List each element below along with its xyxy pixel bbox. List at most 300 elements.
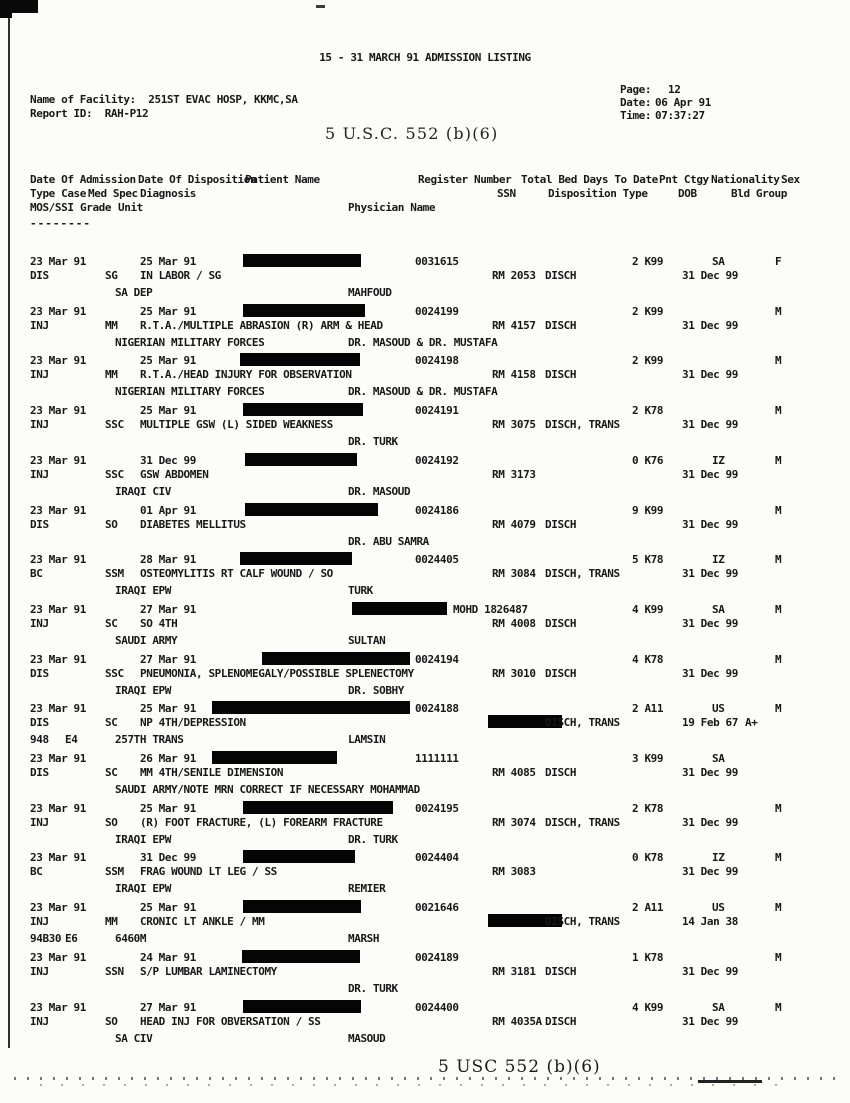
nationality-value: SA (712, 1000, 725, 1014)
type-case-value: BC (30, 567, 43, 581)
diagnosis-value: MULTIPLE GSW (L) SIDED WEAKNESS (140, 418, 333, 432)
disposition-date: 28 Mar 91 (140, 553, 197, 567)
register-number: 0024192 (415, 453, 459, 467)
unit-value: IRAQI EPW (115, 882, 172, 896)
record-line-main (0, 702, 850, 715)
record-line-unit (0, 1032, 850, 1045)
dob-value: 31 Dec 99 (682, 318, 739, 332)
column-header-row-1 (0, 173, 850, 186)
disposition-type-value: DISCH (545, 269, 577, 282)
facility-value: 251ST EVAC HOSP, KKMC,SA (148, 93, 298, 106)
type-case-value: INJ (30, 467, 49, 481)
med-spec-value: SSC (105, 467, 124, 481)
record-line-detail (0, 766, 850, 779)
physician-name-value: DR. TURK (348, 435, 398, 449)
record-line-detail (0, 816, 850, 829)
bed-days-pnt-ctgy: 4 K99 (632, 602, 664, 616)
med-spec-value: SSM (105, 865, 124, 879)
disposition-date: 25 Mar 91 (140, 404, 197, 418)
unit-value: IRAQI EPW (115, 683, 172, 697)
diagnosis-value: NP 4TH/DEPRESSION (140, 716, 246, 730)
record-line-detail (0, 716, 850, 729)
physician-name-value: REMIER (348, 882, 386, 896)
date-value: 06 Apr 91 (655, 96, 712, 109)
bed-days-pnt-ctgy: 2 K78 (632, 801, 664, 815)
redaction-box-name (243, 801, 393, 814)
diagnosis-value: MM 4TH/SENILE DIMENSION (140, 766, 284, 779)
unit-value: IRAQI EPW (115, 584, 172, 598)
record-line-detail (0, 269, 850, 282)
record-line-detail (0, 319, 850, 332)
register-number: 0024404 (415, 851, 459, 865)
unit-value: SAUDI ARMY (115, 633, 178, 647)
disposition-date: 26 Mar 91 (140, 752, 197, 765)
record-line-unit (0, 932, 850, 945)
med-spec-value: SSM (105, 567, 124, 581)
sex-value: M (775, 901, 782, 915)
sex-value: M (775, 354, 782, 368)
scan-artifact-bottom-noise-2 (40, 1084, 790, 1086)
register-number: 0024191 (415, 404, 459, 418)
record-line-detail (0, 915, 850, 928)
room-number-value: RM 4158 (492, 368, 536, 382)
type-case-value: INJ (30, 616, 49, 630)
unit-value: SAUDI ARMY/NOTE MRN CORRECT IF NECESSARY MOHAMMAD (115, 783, 420, 796)
sex-value: M (775, 453, 782, 467)
nationality-value: US (712, 702, 725, 716)
dob-value: 31 Dec 99 (682, 865, 739, 879)
type-case-value: DIS (30, 666, 49, 680)
admission-date: 23 Mar 91 (30, 901, 87, 915)
col-mos-ssi: MOS/SSI (30, 201, 74, 214)
disposition-date: 24 Mar 91 (140, 950, 197, 964)
header-separator: -------- (30, 217, 91, 230)
med-spec-value: SC (105, 716, 118, 730)
diagnosis-value: FRAG WOUND LT LEG / SS (140, 865, 277, 879)
col-disposition-type: Disposition Type (548, 187, 648, 200)
disposition-type-value: DISCH (545, 766, 577, 779)
med-spec-value: MM (105, 915, 118, 929)
bed-days-pnt-ctgy: 2 K78 (632, 404, 664, 418)
disposition-date: 27 Mar 91 (140, 652, 197, 666)
redaction-box-name (243, 304, 365, 317)
column-header-row-2 (0, 187, 850, 200)
admission-date: 23 Mar 91 (30, 255, 87, 268)
diagnosis-value: DIABETES MELLITUS (140, 517, 246, 531)
record-line-detail (0, 418, 850, 431)
redaction-box-name (243, 900, 361, 913)
register-number: 0024189 (415, 950, 459, 964)
time-value: 07:37:27 (655, 109, 705, 122)
table-row (0, 901, 850, 951)
bed-days-pnt-ctgy: 9 K99 (632, 503, 664, 517)
register-number: 0024198 (415, 354, 459, 368)
table-row (0, 454, 850, 504)
dob-value: 31 Dec 99 (682, 467, 739, 481)
record-line-main (0, 1001, 850, 1014)
records-list (0, 255, 850, 1055)
type-case-value: INJ (30, 1014, 49, 1028)
type-case-value: INJ (30, 368, 49, 382)
record-line-main (0, 255, 850, 268)
sex-value: F (775, 255, 782, 268)
register-number: 0024188 (415, 702, 459, 716)
room-number-value: RM 2053 (492, 269, 536, 282)
redaction-box-name (352, 602, 447, 615)
bed-days-pnt-ctgy: 2 K99 (632, 354, 664, 368)
physician-name-value: DR. MASOUD & DR. MUSTAFA (348, 385, 498, 399)
physician-name-value: DR. SOBHY (348, 683, 405, 697)
disposition-type-value: DISCH (545, 666, 577, 680)
col-grade: Grade (80, 201, 112, 214)
sex-value: M (775, 602, 782, 616)
record-line-main (0, 851, 850, 864)
diagnosis-value: GSW ABDOMEN (140, 467, 209, 481)
physician-name-value: MARSH (348, 932, 380, 946)
record-line-detail (0, 368, 850, 381)
bed-days-pnt-ctgy: 4 K99 (632, 1000, 664, 1014)
physician-name-value: DR. ABU SAMRA (348, 534, 429, 548)
med-spec-value: SG (105, 269, 118, 282)
date-label: Date: (620, 96, 652, 109)
disposition-date: 25 Mar 91 (140, 304, 197, 318)
register-number: 0021646 (415, 901, 459, 915)
record-line-unit (0, 684, 850, 697)
redaction-box-name (243, 850, 355, 863)
physician-name-value: DR. MASOUD (348, 484, 411, 498)
redaction-box-name (243, 254, 361, 267)
foia-exemption-stamp-bottom: 5 USC 552 (b)(6) (438, 1057, 601, 1077)
admission-date: 23 Mar 91 (30, 304, 87, 318)
dob-value: 31 Dec 99 (682, 567, 739, 581)
dob-value: 31 Dec 99 (682, 616, 739, 630)
record-line-unit (0, 882, 850, 895)
dob-value: 31 Dec 99 (682, 1014, 739, 1028)
physician-name-value: DR. TURK (348, 981, 398, 995)
disposition-date: 25 Mar 91 (140, 702, 197, 716)
table-row (0, 354, 850, 404)
redaction-box-name (243, 403, 363, 416)
diagnosis-value: R.T.A./HEAD INJURY FOR OBSERVATION (140, 368, 352, 382)
record-line-main (0, 951, 850, 964)
record-line-unit (0, 783, 850, 796)
report-title: 15 - 31 MARCH 91 ADMISSION LISTING (319, 51, 531, 64)
page-label: Page: (620, 83, 652, 96)
record-line-unit (0, 634, 850, 647)
record-line-unit (0, 435, 850, 448)
register-number: 0024405 (415, 553, 459, 567)
record-line-main (0, 603, 850, 616)
disposition-type-value: DISCH, TRANS (545, 815, 620, 829)
disposition-type-value: DISCH, TRANS (545, 418, 620, 432)
record-line-unit (0, 833, 850, 846)
room-number-value: RM 3083 (492, 865, 536, 879)
type-case-value: INJ (30, 418, 49, 432)
grade-value: E4 (65, 733, 78, 747)
admission-date: 23 Mar 91 (30, 752, 87, 765)
table-row (0, 305, 850, 355)
physician-name-value: MASOUD (348, 1031, 386, 1045)
table-row (0, 802, 850, 852)
register-number: 0024400 (415, 1000, 459, 1014)
room-number-value: RM 3010 (492, 666, 536, 680)
admission-date: 23 Mar 91 (30, 801, 87, 815)
scan-artifact-corner-small (0, 13, 12, 18)
bed-days-pnt-ctgy: 2 A11 (632, 901, 664, 915)
bed-days-pnt-ctgy: 2 K99 (632, 304, 664, 318)
bed-days-pnt-ctgy: 0 K76 (632, 453, 664, 467)
table-row (0, 404, 850, 454)
disposition-date: 25 Mar 91 (140, 255, 197, 268)
disposition-date: 31 Dec 99 (140, 851, 197, 865)
room-number-value: RM 4157 (492, 318, 536, 332)
disposition-date: 01 Apr 91 (140, 503, 197, 517)
dob-value: 31 Dec 99 (682, 368, 739, 382)
record-line-detail (0, 965, 850, 978)
room-number-value: RM 4035A (492, 1014, 542, 1028)
type-case-value: DIS (30, 716, 49, 730)
diagnosis-value: CRONIC LT ANKLE / MM (140, 915, 265, 929)
table-row (0, 553, 850, 603)
disposition-date: 27 Mar 91 (140, 602, 197, 616)
disposition-type-value: DISCH, TRANS (545, 915, 620, 929)
report-id-label: Report ID: (30, 107, 93, 120)
type-case-value: INJ (30, 964, 49, 978)
sex-value: M (775, 652, 782, 666)
diagnosis-value: R.T.A./MULTIPLE ABRASION (R) ARM & HEAD (140, 318, 383, 332)
sex-value: M (775, 503, 782, 517)
bed-days-pnt-ctgy: 1 K78 (632, 950, 664, 964)
room-number-value: RM 4008 (492, 616, 536, 630)
admission-date: 23 Mar 91 (30, 404, 87, 418)
mos-ssi-value: 94B30 (30, 932, 62, 946)
record-line-unit (0, 336, 850, 349)
bed-days-pnt-ctgy: 2 A11 (632, 702, 664, 716)
register-number: 0024186 (415, 503, 459, 517)
record-line-main (0, 901, 850, 914)
table-row (0, 851, 850, 901)
register-number: 0024195 (415, 801, 459, 815)
disposition-type-value: DISCH (545, 1014, 577, 1028)
page-number: 12 (668, 83, 681, 96)
nationality-value: SA (712, 602, 725, 616)
med-spec-value: MM (105, 318, 118, 332)
physician-name-value: DR. TURK (348, 832, 398, 846)
record-line-detail (0, 567, 850, 580)
sex-value: M (775, 851, 782, 865)
col-disposition-date: Date Of Disposition (138, 173, 257, 186)
bed-days-pnt-ctgy: 4 K78 (632, 652, 664, 666)
table-row (0, 653, 850, 703)
admission-date: 23 Mar 91 (30, 702, 87, 716)
col-admission-date: Date Of Admission (30, 173, 136, 186)
redaction-box-name (245, 453, 357, 466)
record-line-unit (0, 286, 850, 299)
patient-name-suffix: MOHD 1826487 (453, 602, 528, 616)
diagnosis-value: (R) FOOT FRACTURE, (L) FOREARM FRACTURE (140, 815, 383, 829)
scan-artifact-top-speck (316, 5, 325, 8)
physician-name-value: MAHFOUD (348, 286, 392, 299)
med-spec-value: SC (105, 766, 118, 779)
admission-date: 23 Mar 91 (30, 503, 87, 517)
record-line-detail (0, 468, 850, 481)
table-row (0, 752, 850, 802)
room-number-value: RM 3084 (492, 567, 536, 581)
col-type-case: Type Case (30, 187, 87, 200)
dob-value: 31 Dec 99 (682, 766, 739, 779)
bed-days-pnt-ctgy: 5 K78 (632, 553, 664, 567)
col-bld-group: Bld Group (731, 187, 788, 200)
dob-value: 31 Dec 99 (682, 517, 739, 531)
diagnosis-value: OSTEOMYLITIS RT CALF WOUND / SO (140, 567, 333, 581)
table-row (0, 1001, 850, 1051)
sex-value: M (775, 702, 782, 716)
admission-date: 23 Mar 91 (30, 602, 87, 616)
disposition-type-value: DISCH (545, 318, 577, 332)
record-line-main (0, 504, 850, 517)
register-number: 0024199 (415, 304, 459, 318)
med-spec-value: SO (105, 517, 118, 531)
unit-value: IRAQI EPW (115, 832, 172, 846)
sex-value: M (775, 304, 782, 318)
med-spec-value: MM (105, 368, 118, 382)
nationality-value: IZ (712, 851, 725, 865)
disposition-type-value: DISCH (545, 616, 577, 630)
admission-date: 23 Mar 91 (30, 453, 87, 467)
register-number: 1111111 (415, 752, 459, 765)
dob-value: 14 Jan 38 (682, 915, 739, 929)
med-spec-value: SSC (105, 666, 124, 680)
record-line-main (0, 802, 850, 815)
record-line-unit (0, 733, 850, 746)
unit-value: SA CIV (115, 1031, 153, 1045)
med-spec-value: SO (105, 1014, 118, 1028)
unit-value: IRAQI CIV (115, 484, 172, 498)
sex-value: M (775, 404, 782, 418)
disposition-type-value: DISCH, TRANS (545, 716, 620, 730)
col-register-number: Register Number (418, 173, 512, 186)
disposition-date: 25 Mar 91 (140, 901, 197, 915)
record-line-unit (0, 385, 850, 398)
redaction-box-name (212, 701, 410, 714)
diagnosis-value: S/P LUMBAR LAMINECTOMY (140, 964, 277, 978)
col-patient-name: Patient Name (245, 173, 320, 186)
diagnosis-value: IN LABOR / SG (140, 269, 221, 282)
unit-value: SA DEP (115, 286, 153, 299)
dob-value: 31 Dec 99 (682, 418, 739, 432)
room-number-value: RM 3181 (492, 964, 536, 978)
record-line-detail (0, 865, 850, 878)
nationality-value: US (712, 901, 725, 915)
type-case-value: DIS (30, 766, 49, 779)
record-line-unit (0, 584, 850, 597)
column-header-row-3 (0, 201, 850, 214)
unit-value: 257TH TRANS (115, 733, 184, 747)
type-case-value: BC (30, 865, 43, 879)
redaction-box-name (240, 353, 360, 366)
disposition-type-value: DISCH (545, 368, 577, 382)
record-line-main (0, 653, 850, 666)
room-number-value: RM 4085 (492, 766, 536, 779)
record-line-main (0, 305, 850, 318)
unit-value: NIGERIAN MILITARY FORCES (115, 335, 265, 349)
type-case-value: INJ (30, 318, 49, 332)
scan-artifact-bottom-dash (698, 1080, 762, 1083)
redaction-box-name (212, 751, 337, 764)
col-pnt-ctgy: Pnt Ctgy (659, 173, 709, 186)
redaction-box-name (243, 1000, 361, 1013)
col-nationality: Nationality (711, 173, 780, 186)
redaction-box-name (262, 652, 410, 665)
disposition-date: 25 Mar 91 (140, 354, 197, 368)
table-row (0, 951, 850, 1001)
type-case-value: INJ (30, 915, 49, 929)
disposition-type-value: DISCH (545, 517, 577, 531)
admission-date: 23 Mar 91 (30, 652, 87, 666)
med-spec-value: SC (105, 616, 118, 630)
table-row (0, 504, 850, 554)
record-line-detail (0, 518, 850, 531)
redaction-box-name (240, 552, 352, 565)
disposition-date: 25 Mar 91 (140, 801, 197, 815)
col-med-spec: Med Spec (88, 187, 138, 200)
report-id-line (30, 107, 148, 120)
disposition-type-value: DISCH (545, 964, 577, 978)
nationality-value: IZ (712, 553, 725, 567)
room-number-value: RM 3074 (492, 815, 536, 829)
register-number: 0031615 (415, 255, 459, 268)
nationality-value: SA (712, 255, 725, 268)
facility-label: Name of Facility: (30, 93, 136, 106)
sex-value: M (775, 553, 782, 567)
facility-line (30, 93, 298, 106)
sex-value: M (775, 801, 782, 815)
table-row (0, 255, 850, 305)
physician-name-value: SULTAN (348, 633, 386, 647)
room-number-value: RM 3075 (492, 418, 536, 432)
record-line-main (0, 404, 850, 417)
table-row (0, 603, 850, 653)
col-ssn: SSN (497, 187, 516, 200)
room-number-value: RM 3173 (492, 467, 536, 481)
admission-date: 23 Mar 91 (30, 553, 87, 567)
time-label: Time: (620, 109, 652, 122)
record-line-main (0, 354, 850, 367)
admission-date: 23 Mar 91 (30, 851, 87, 865)
med-spec-value: SO (105, 815, 118, 829)
admission-date: 23 Mar 91 (30, 1000, 87, 1014)
col-unit: Unit (118, 201, 143, 214)
disposition-date: 27 Mar 91 (140, 1000, 197, 1014)
diagnosis-value: SO 4TH (140, 616, 178, 630)
dob-value: 31 Dec 99 (682, 666, 739, 680)
report-id-value: RAH-P12 (104, 107, 149, 120)
sex-value: M (775, 1000, 782, 1014)
diagnosis-value: PNEUMONIA, SPLENOMEGALY/POSSIBLE SPLENECTOMY (140, 666, 414, 680)
physician-name-value: TURK (348, 584, 373, 598)
col-sex: Sex (781, 173, 800, 186)
record-line-main (0, 454, 850, 467)
mos-ssi-value: 948 (30, 733, 49, 747)
sex-value: M (775, 950, 782, 964)
admission-date: 23 Mar 91 (30, 354, 87, 368)
table-row (0, 702, 850, 752)
bed-days-pnt-ctgy: 0 K78 (632, 851, 664, 865)
bed-days-pnt-ctgy: 3 K99 (632, 752, 664, 765)
record-line-detail (0, 617, 850, 630)
type-case-value: DIS (30, 517, 49, 531)
record-line-unit (0, 485, 850, 498)
